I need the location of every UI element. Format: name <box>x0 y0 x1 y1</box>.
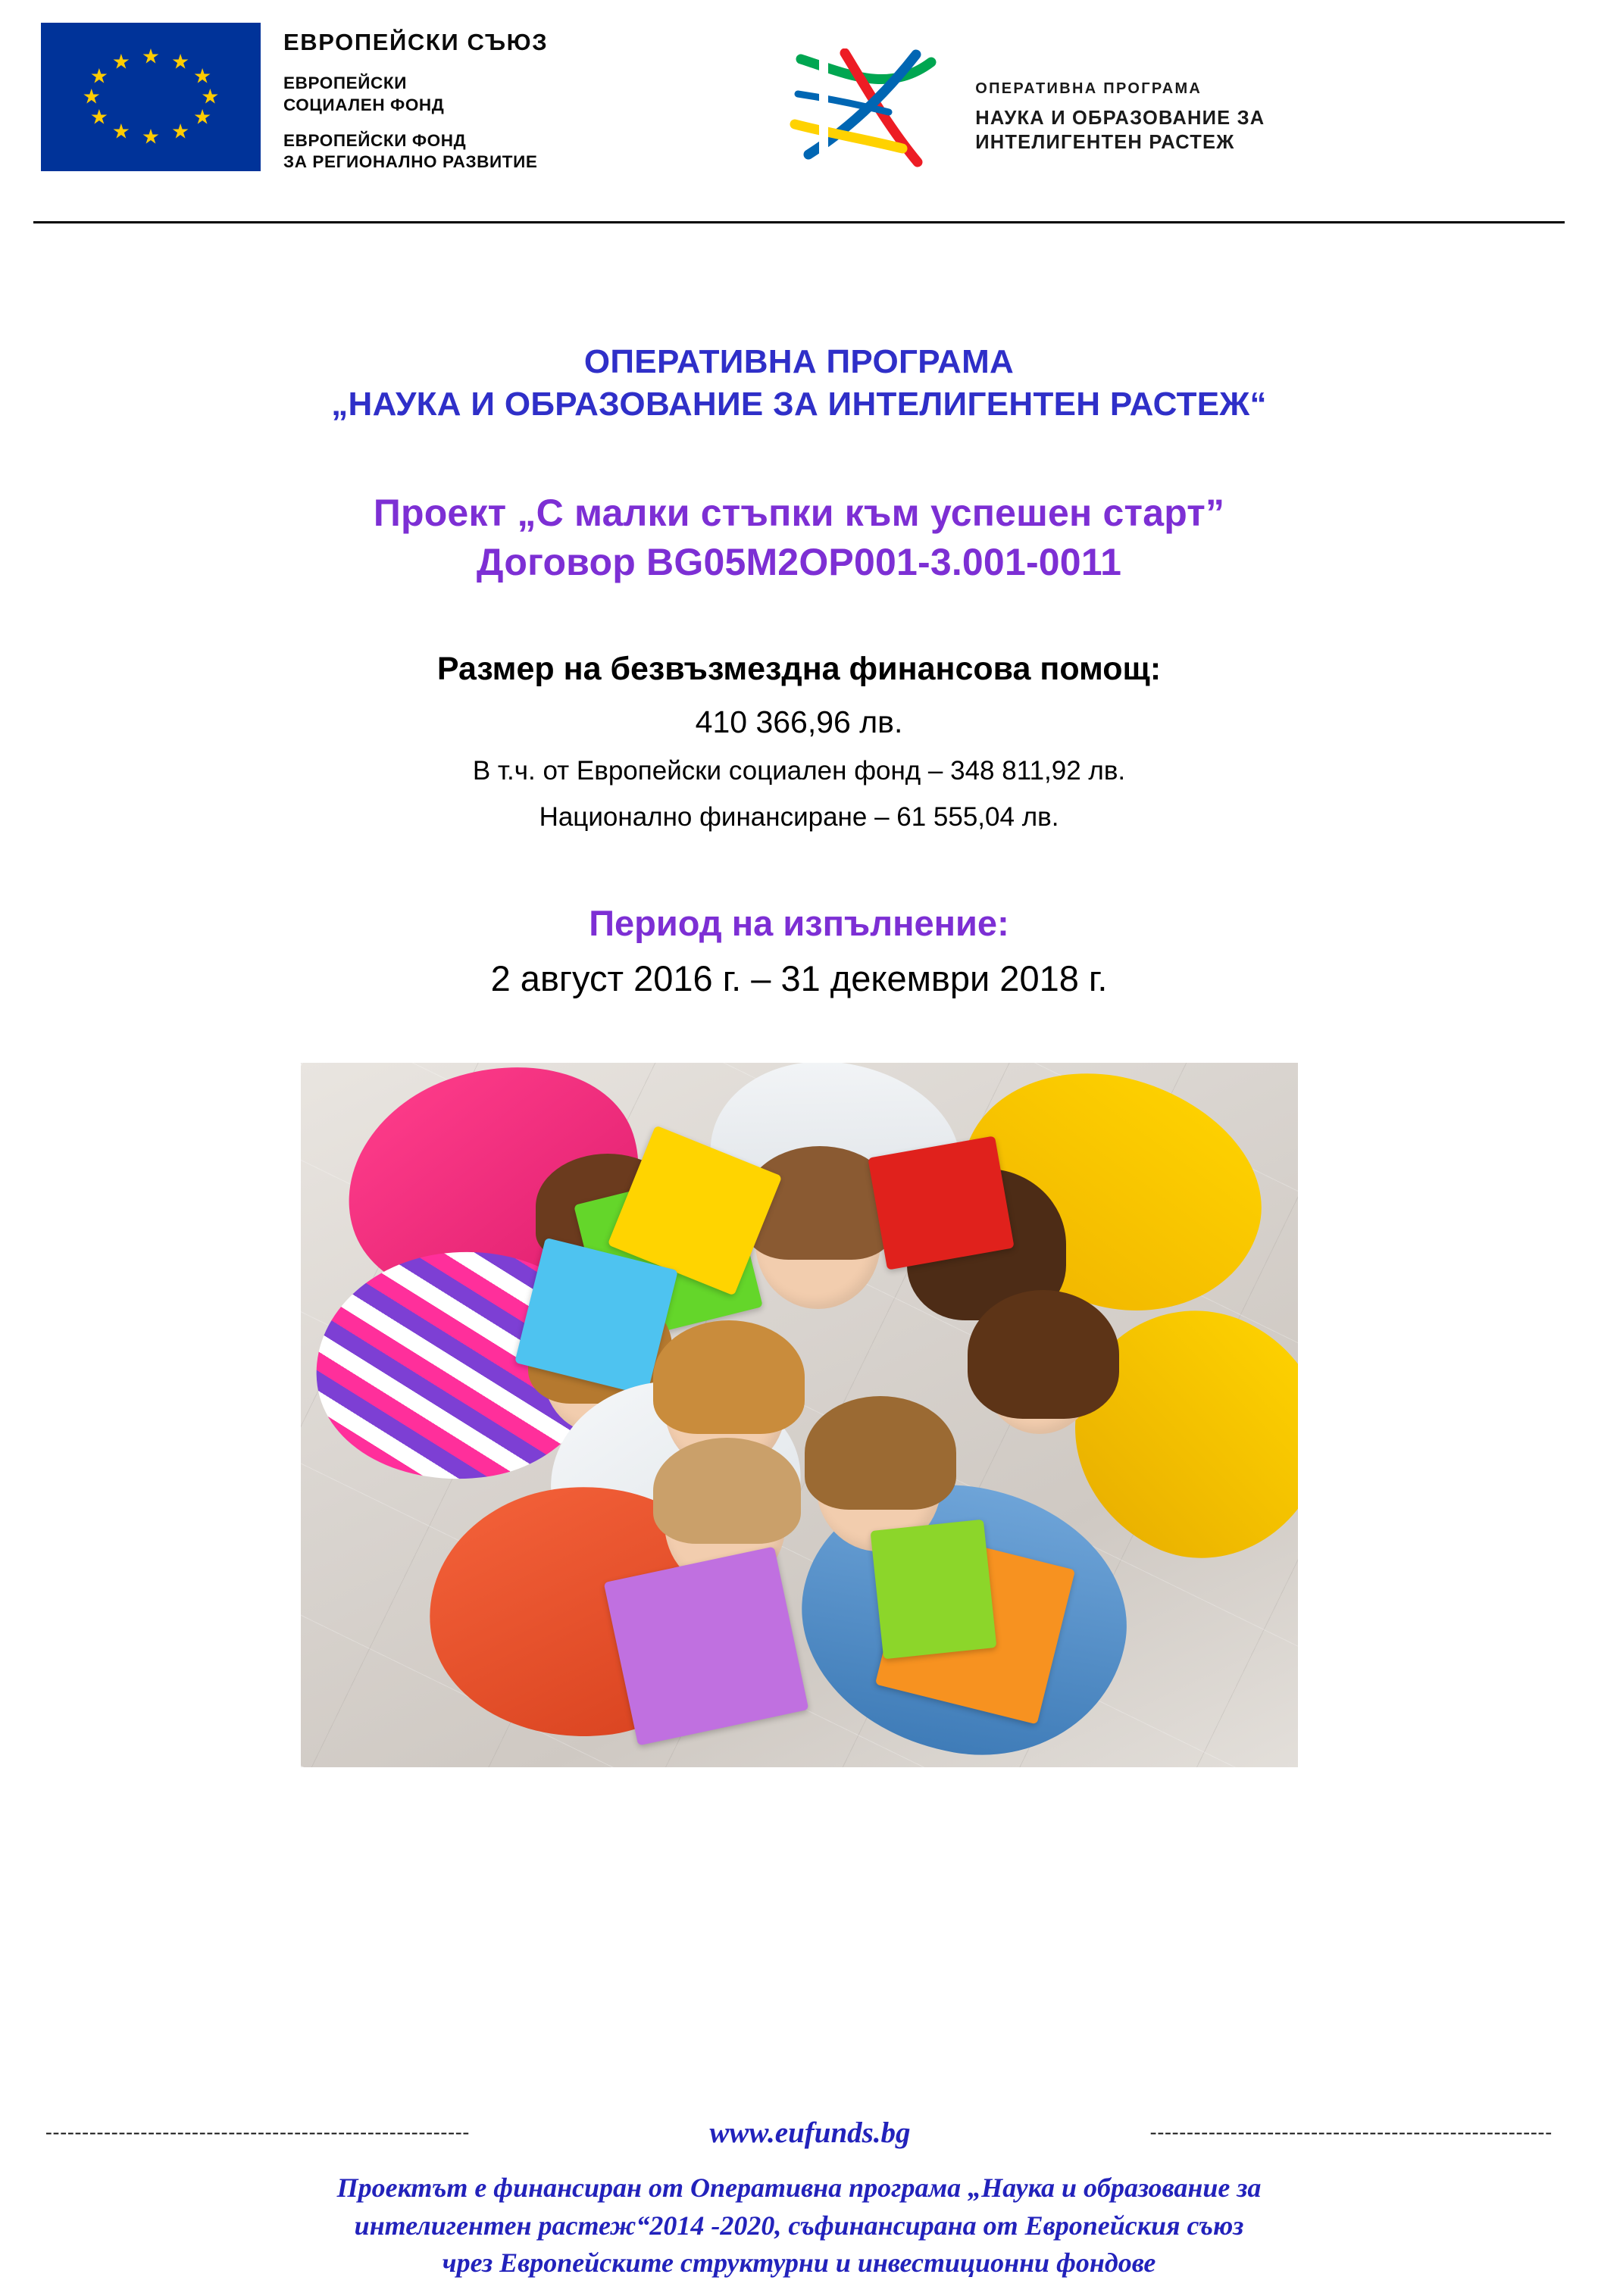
footer-disclaimer-line2: интелигентен растеж“2014 -2020, съфинансирана от Европейския съюз <box>354 2210 1244 2241</box>
program-title <box>0 341 1598 426</box>
eu-flag-icon: ★ ★ ★ ★ ★ ★ ★ ★ ★ ★ ★ ★ <box>41 23 261 171</box>
grant-national-share: Национално финансиране – 61 555,04 лв. <box>539 801 1059 832</box>
eu-fund-esf <box>283 73 548 117</box>
footer-disclaimer-line3: чрез Европейските структурни и инвестиционни фондове <box>442 2248 1156 2279</box>
program-title-line1: ОПЕРАТИВНА ПРОГРАМА <box>583 343 1015 380</box>
eu-fund-erdf <box>283 130 548 174</box>
footer-link-row <box>45 2116 1553 2150</box>
eufunds-link[interactable]: www.eufunds.bg <box>709 2116 911 2149</box>
main-content <box>0 220 1598 1767</box>
footer-disclaimer <box>45 2169 1553 2282</box>
page-footer <box>0 2116 1598 2296</box>
eu-fund-erdf-line1: ЕВРОПЕЙСКИ ФОНД <box>283 130 467 150</box>
page-header <box>0 0 1598 220</box>
eu-fund-erdf-line2: ЗА РЕГИОНАЛНО РАЗВИТИЕ <box>283 152 538 172</box>
grant-amount: 410 366,96 лв. <box>695 704 903 739</box>
eu-title: ЕВРОПЕЙСКИ СЪЮЗ <box>283 29 549 55</box>
children-photo <box>301 1063 1298 1767</box>
header-divider <box>33 221 1565 223</box>
op-logo-line2b: ИНТЕЛИГЕНТЕН РАСТЕЖ <box>975 131 1235 153</box>
op-logo-line2a: НАУКА И ОБРАЗОВАНИЕ ЗА <box>975 108 1265 129</box>
eu-fund-esf-line2: СОЦИАЛЕН ФОНД <box>283 95 445 114</box>
footer-dashes-left: ---------------------------------------------------------- <box>45 2121 471 2144</box>
period-value: 2 август 2016 г. – 31 декември 2018 г. <box>490 957 1108 998</box>
header-logos <box>33 23 1565 173</box>
footer-disclaimer-line1: Проектът е финансиран от Оперативна програма „Наука и образование за <box>336 2172 1262 2203</box>
op-logo-block <box>775 23 1265 170</box>
op-logo-line1: ОПЕРАТИВНА ПРОГРАМА <box>975 80 1202 97</box>
footer-dashes-right: ------------------------------------------------------- <box>1149 2121 1553 2144</box>
period-label: Период на изпълнение: <box>589 902 1009 943</box>
grant-label: Размер на безвъзмездна финансова помощ: <box>436 650 1162 687</box>
op-logo-line2 <box>975 107 1265 155</box>
op-logo-text <box>975 48 1265 155</box>
program-title-line2: „НАУКА И ОБРАЗОВАНИЕ ЗА ИНТЕЛИГЕНТЕН РАСТЕЖ“ <box>331 386 1267 423</box>
eu-emblem-text <box>283 23 548 173</box>
project-name: Проект „С малки стъпки към успешен старт” <box>373 491 1225 534</box>
grant-esf-share: В т.ч. от Европейски социален фонд – 348 811,92 лв. <box>472 755 1126 786</box>
op-program-logo-icon <box>775 48 957 170</box>
eu-emblem-block <box>41 23 548 173</box>
eu-fund-esf-line1: ЕВРОПЕЙСКИ <box>283 73 407 92</box>
contract-number: Договор BG05M2OP001-3.001-0011 <box>476 540 1122 583</box>
project-title <box>0 489 1598 587</box>
